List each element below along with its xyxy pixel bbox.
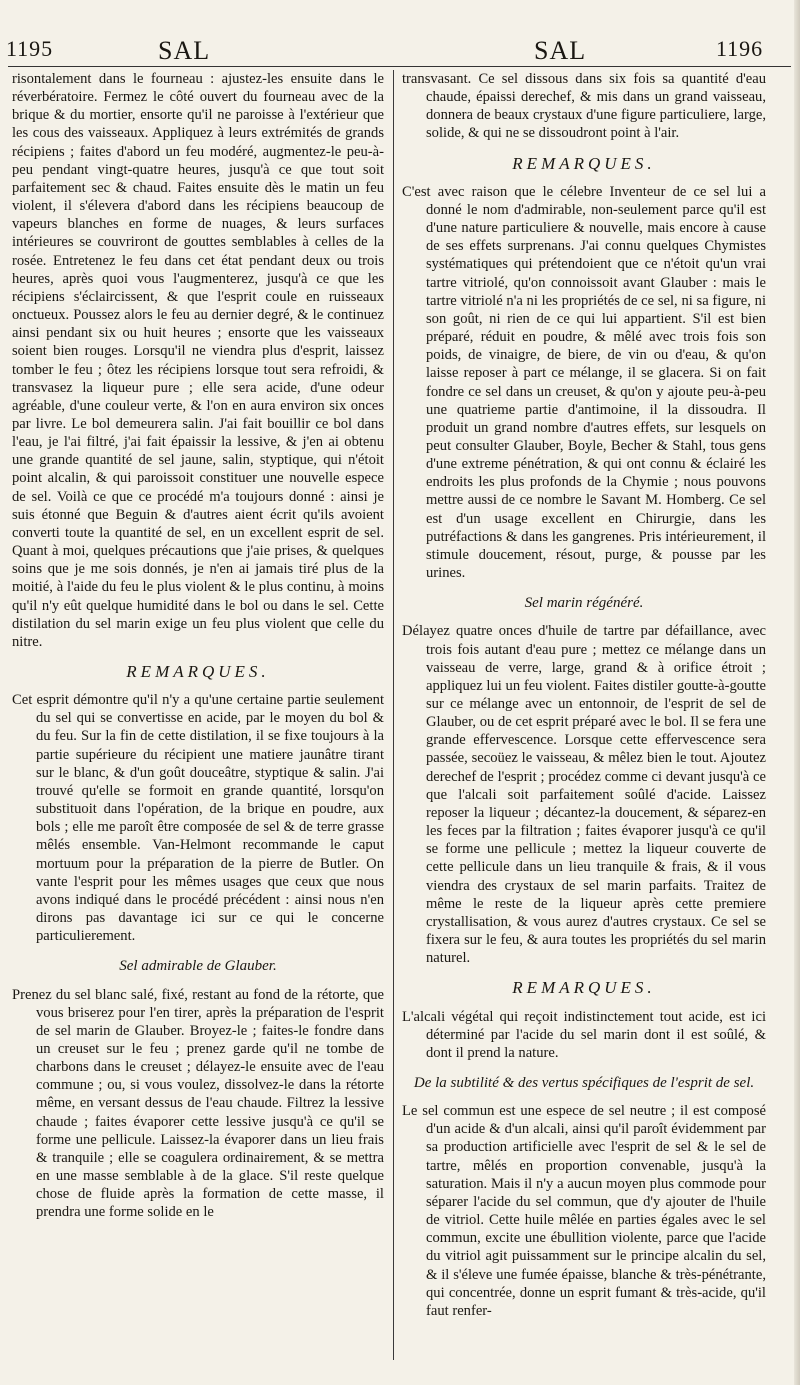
right-paragraph-3: Délayez quatre onces d'huile de tartre par défaillance, avec trois fois autant d'eau pure ; mettez ce mélange dans un vaisseau de verre, large, grand & à orifice étroit ; appliquez lui un feu violent. Faites distiler goutte-à-goutte sur ce mélange avec un entonnoir, de l'esprit de sel de Glauber, ou de cet esprit préparé avec le bol. Il se fera une grande effervescence. Lorsque cette effervescence sera passée, secoüez le vaisseau, & mêlez bien le tout. Ajoutez derechef de l'esprit ; procédez comme ci devant jusqu'à ce que l'alcali soit parfaitement soûlé d'acide. Laissez reposer la liqueur ; décantez-la doucement, & séparez-en les feces par la filtration ; faites évaporer jusqu'à ce qu'il se forme une pellicule ; mettez la liqueur couverte de cette pellicule dans un lieu tranquile & frais, & il vous viendra des crystaux de sel marin parfaits. Traitez de même le reste de la liqueur après cette premiere crystallisation, & vous aurez d'autres crystaux. Ce sel se fixera sur le feu, & aura toutes les propriétés du sel marin naturel. (402, 623, 766, 967)
left-paragraph-1: risontalement dans le fourneau : ajustez-les ensuite dans le réverbératoire. Fermez le côté ouvert du fourneau avec de la brique & du mortier, ensorte qu'il ne paroisse à l'extérieur que les cous des vaisseaux. Appliquez à leurs extrémités de grands récipiens ; faites d'abord un feu modéré, augmentez-le peu-à-peu pendant vingt-quatre heures, jusqu'à ce que tout soit parfaitement sec & chaud. Faites ensuite dès le matin un feu violent, il s'élevera d'abord dans les récipiens beaucoup de vapeurs blanches en forme de nuages, & leurs surfaces intérieures se couvriront de gouttes semblables à celles de la rosée. Entretenez le feu dans cet état pendant deux ou trois heures, après quoi vous l'augmenterez, jusqu'à ce que les récipiens s'éclaircissent, & que l'esprit coule en ruisseaux onctueux. Poussez alors le feu au dernier degré, & le continuez ainsi pendant six ou huit heures ; ensorte que les vaisseaux soient bien rouges. Lorsqu'il ne viendra plus d'esprit, laissez tomber le feu ; ôtez les récipiens lorsque tout sera refroidi, & transvasez la liqueur pure ; elle sera acide, d'une odeur agréable, d'une couleur verte, & l'on en aura environ six onces par livre. Le bol demeurera salin. J'ai fait bouillir ce bol dans l'eau, je l'ai filtré, j'ai fait épaissir la lessive, & j'en ai obtenu une grande quantité de sel jaune, salin, styptique, qui n'étoit point alcalin, & qui paroissoit constituer une nouvelle espece de sel. Voilà ce que ce procédé m'a toujours donné : ainsi je suis étonné que Beguin & d'autres aient écrit qu'ils avoient converti toute la quantité de sel, en un excellent esprit de sel. Quant à moi, quelques précautions que j'aie prises, & quelques soins que je me sois donnés, je n'en ai jamais tiré plus de la moitié, à l'aide du feu le plus violent & le plus continu, à moins qu'il n'y eût quelque humidité dans le bol ou dans le sel. Cette distilation du sel marin exige un feu plus violent que celle du nitre. (12, 71, 384, 650)
left-paragraph-3: Prenez du sel blanc salé, fixé, restant au fond de la rétorte, que vous briserez pour l'en tirer, après la préparation de l'esprit de sel marin de Glauber. Broyez-le ; faites-le fondre dans un creuset sur le feu ; prenez garde qu'il ne tombe de charbons dans le creuset ; délayez-le ensuite avec de l'eau commune ; ou, si vous voulez, dissolvez-le dans la rétorte même, en versant dessus de l'eau chaude. Filtrez la lessive chaude ; faites évaporer cette lessive jusqu'à ce qu'il se forme une pellicule. Laissez-la évaporer dans un lieu frais & tranquile ; elle se coagulera ordinairement, & se mettra en une masse semblable à de la glace. S'il reste quelque chose de fluide après la formation de cette masse, il prendra une forme solide en le (12, 986, 384, 1221)
left-running-title: SAL (158, 36, 211, 65)
left-column (12, 70, 384, 1370)
right-running-title: SAL (534, 36, 587, 65)
right-page-number: 1196 (716, 36, 764, 61)
left-page-number: 1195 (6, 36, 54, 61)
left-subheading-glauber: Sel admirable de Glauber. (119, 958, 277, 975)
right-paragraph-1: transvasant. Ce sel dissous dans six fois sa quantité d'eau chaude, épaissi derechef, & mis dans un grand vaisseau, donnera de beaux crystaux d'une figure particuliere, large, solide, & qui ne se dissoudront point à l'air. (402, 71, 766, 142)
right-paragraph-4: L'alcali végétal qui reçoit indistinctement tout acide, est ici déterminé par l'acide du sel marin dont il est soûlé, & dont il prend la nature. (402, 1008, 766, 1061)
right-remarques-heading-1: REMARQUES. (512, 153, 656, 173)
left-paragraph-2: Cet esprit démontre qu'il n'y a qu'une certaine partie seulement du sel qui se convertisse en acide, par le moyen du bol & du feu. Sur la fin de cette distilation, il se fixe toujours à la partie supérieure du récipient une matiere jaunâtre tirant sur le blanc, & d'un goût douceâtre, styptique & salin. J'ai trouvé qu'elle se formoit en grande quantité, lorsqu'on substituoit dans l'opération, de la brique en poudre, aux bols ; elle me paroît être composée de sel & de terre grasse mêlés ensemble. Van-Helmont recommande le caput mortuum pour la préparation de la pierre de Butler. On vante l'esprit pour les mêmes usages que ceux que nous avons indiqué dans le procédé précédent : ainsi nous n'en dirons pas davantage ici sur ce qui le concerne particulierement. (12, 692, 384, 945)
right-remarques-heading-2: REMARQUES. (512, 978, 656, 998)
left-remarques-heading: REMARQUES. (126, 662, 270, 681)
right-subheading-sel-marin: Sel marin régénéré. (524, 595, 644, 612)
header-rule (8, 66, 791, 67)
right-column (402, 70, 766, 1370)
page-edge-shadow (794, 0, 800, 1385)
column-divider (393, 70, 394, 1360)
right-subheading-subtilite: De la subtilité & des vertus spécifiques de l'esprit de sel. (413, 1074, 755, 1091)
right-paragraph-5: Le sel commun est une espece de sel neutre ; il est composé d'un acide & d'un alcali, ainsi qu'il paroît évidemment par sa production artificielle avec l'esprit de sel & le sel de tartre, mêlés en proportion convenable, jusqu'à la saturation. Mais il n'y a aucun moyen plus commode pour séparer l'acide du sel commun, que d'y ajouter de l'huile de vitriol. Cette huile mêlée en parties égales avec le sel commun, excite une ébullition violente, parce que l'acide du vitriol agit puissamment sur le principe alcalin du sel, & il s'éleve une fumée épaisse, blanche & très-pénétrante, qui concentrée, donne un esprit fumant & très-acide, qu'il faut renfer- (402, 1103, 766, 1319)
right-paragraph-2: C'est avec raison que le célebre Inventeur de ce sel lui a donné le nom d'admirable, non-seulement parce qu'il est d'une nature particuliere & nouvelle, mais encore à cause de ses effets surprenans. J'ai connu quelques Chymistes systématiques qui prétendoient que ce n'étoit qu'un vrai tartre vitriolé, qu'on connoissoit avant Glauber : mais le tartre vitriolé n'a ni les propriétés de ce sel, ni sa figure, ni son goût, ni rien de ce qui lui appartient. S'il est bien préparé, réduit en poudre, & mêlé avec trois fois son poids, de vinaigre, de biere, de vin ou d'eau, & qu'on laisse reposer à part ce mélange, il se glacera. Si on fait fondre ce sel dans un creuset, & qu'on y ajoute peu-à-peu une quatrieme partie d'antimoine, il la dissoudra. Il produit un grand nombre d'autres effets, sur lesquels on peut consulter Glauber, Boyle, Becher & Stahl, tous gens d'une extreme pénétration, & qui ont connu & éclairé les endroits les plus profonds de la Chymie ; nous pouvons mettre aussi de ce nombre le Savant M. Homberg. Ce sel est d'un usage excellent en Chirurgie, dans les putréfactions & dans les gangrenes. Pris intérieurement, il stimule doucement, résout, purge, & pousse par les urines. (402, 183, 766, 582)
